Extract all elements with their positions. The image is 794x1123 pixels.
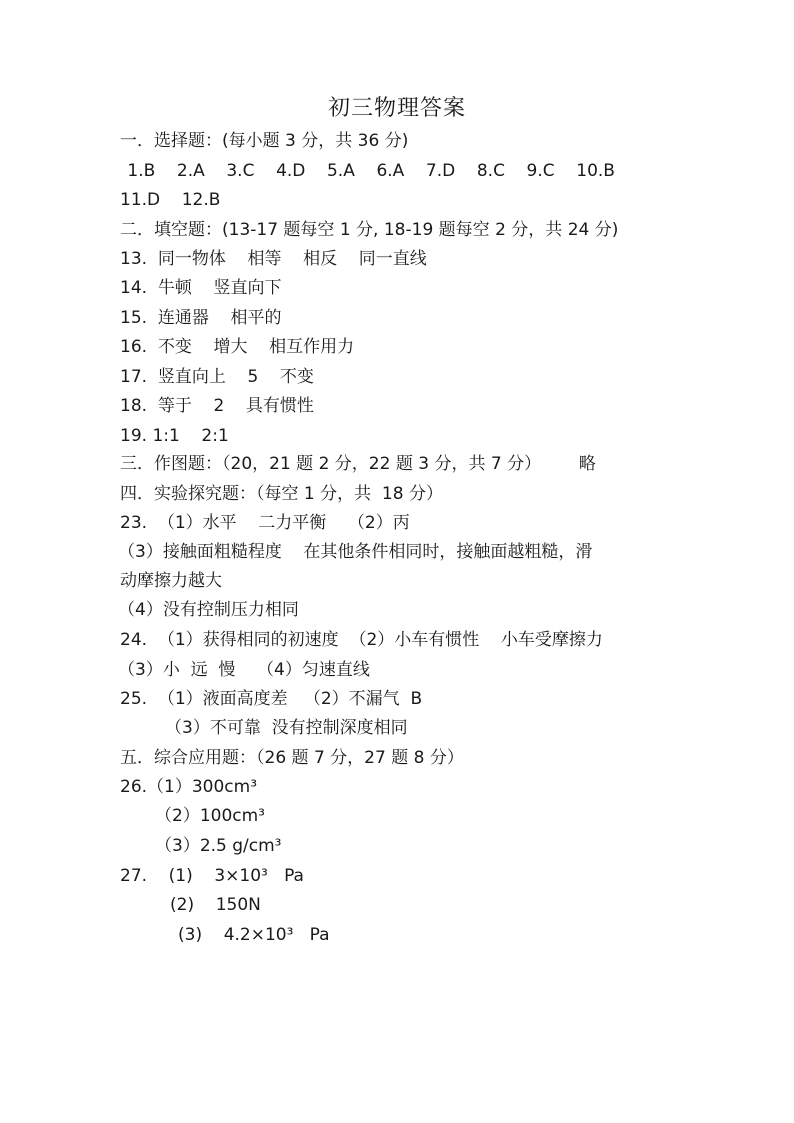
section-1-heading: 一．选择题：(每小题 3 分，共 36 分): [120, 131, 409, 151]
answer-line-16: 16. 不变 增大 相互作用力: [120, 337, 355, 357]
answer-line-19: 19. 1:1 2:1: [120, 426, 229, 446]
answer-line-25-part3: （3）不可靠 没有控制深度相同: [165, 718, 408, 738]
answer-line-26-part2: （2）100cm³: [155, 806, 265, 826]
answer-line-23-part3: （3）接触面粗糙程度 在其他条件相同时，接触面越粗糙，滑: [118, 542, 593, 562]
answer-line-24: 24. （1）获得相同的初速度 （2）小车有惯性 小车受摩擦力: [120, 630, 603, 650]
page-title: 初三物理答案: [327, 96, 466, 121]
answer-line-18: 18. 等于 2 具有惯性: [120, 396, 314, 416]
answer-line-15: 15. 连通器 相平的: [120, 308, 282, 328]
answer-line-choices-2: 11.D 12.B: [120, 190, 221, 210]
answer-line-26: 26.（1）300cm³: [120, 777, 258, 797]
section-5-heading: 五．综合应用题：（26 题 7 分，27 题 8 分）: [120, 748, 464, 768]
answer-line-25: 25. （1）液面高度差 （2）不漏气 B: [120, 689, 423, 709]
answer-line-26-part3: （3）2.5 g/cm³: [155, 836, 282, 856]
answer-line-27-part2: (2) 150N: [170, 895, 261, 915]
section-3-heading: 三．作图题：（20，21 题 2 分，22 题 3 分，共 7 分） 略: [120, 454, 596, 474]
answer-line-23: 23. （1）水平 二力平衡 （2）丙: [120, 513, 410, 533]
answer-line-14: 14. 牛顿 竖直向下: [120, 278, 282, 298]
answer-line-27-part3: (3) 4.2×10³ Pa: [178, 925, 330, 945]
answer-line-27: 27. (1) 3×10³ Pa: [120, 866, 304, 886]
section-4-heading: 四．实验探究题：（每空 1 分，共 18 分）: [120, 484, 443, 504]
answer-line-23-part3-cont: 动摩擦力越大: [120, 571, 222, 591]
answer-line-23-part4: （4）没有控制压力相同: [118, 600, 299, 620]
answer-line-13: 13. 同一物体 相等 相反 同一直线: [120, 249, 427, 269]
section-2-heading: 二．填空题：(13-17 题每空 1 分, 18-19 题每空 2 分，共 24 分): [120, 220, 619, 240]
answer-line-17: 17. 竖直向上 5 不变: [120, 367, 314, 387]
answer-line-24-part3: （3）小 远 慢 （4）匀速直线: [118, 660, 370, 680]
answer-line-choices-1: 1.B 2.A 3.C 4.D 5.A 6.A 7.D 8.C 9.C 10.B: [122, 161, 615, 181]
